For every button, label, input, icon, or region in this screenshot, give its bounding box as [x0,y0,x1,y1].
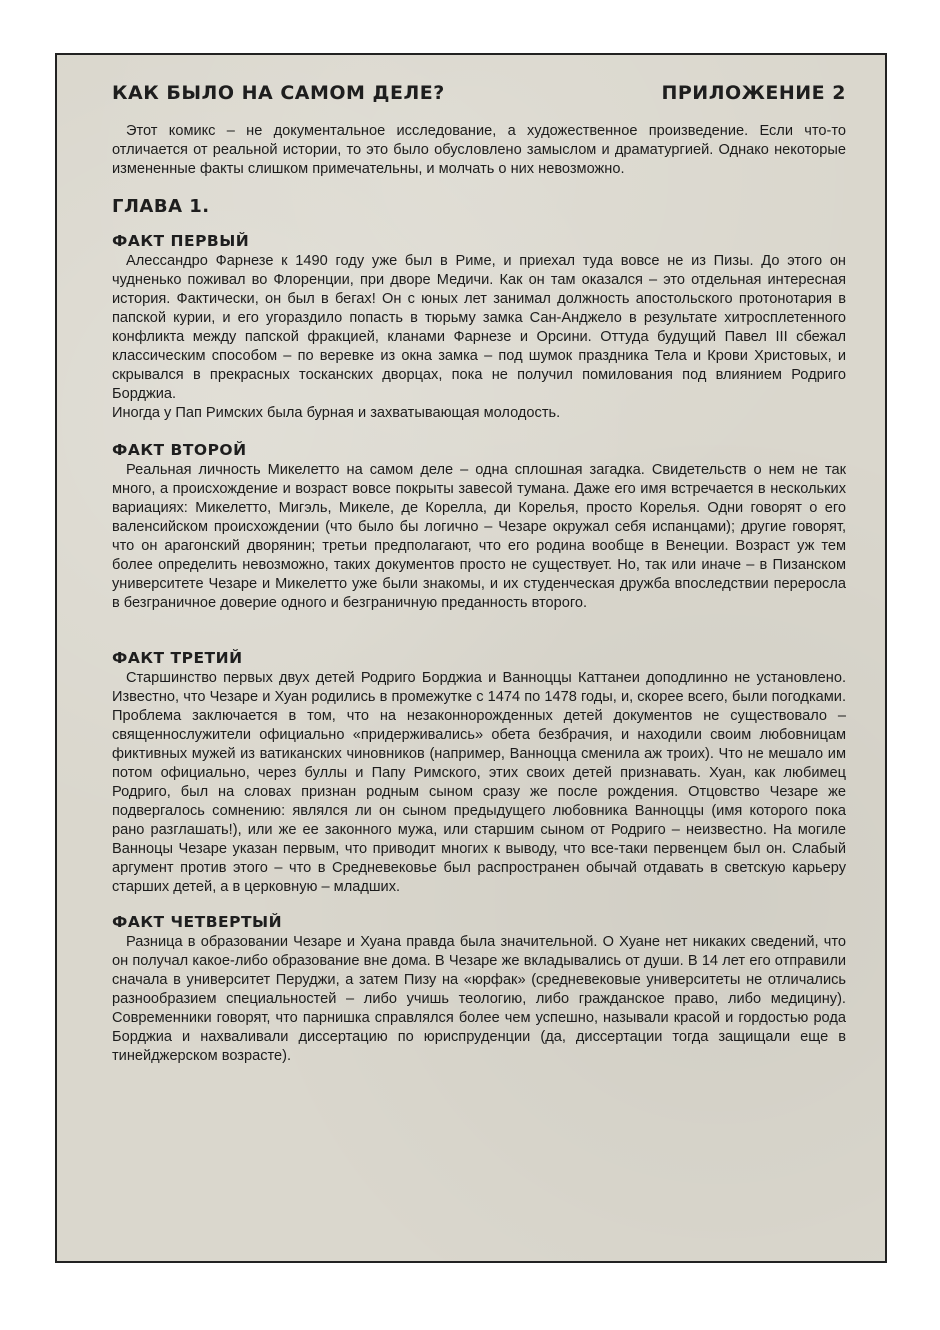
intro-paragraph: Этот комикс – не документальное исследование, а художественное произведение. Если что-то отличается от реальной истории, то это было обусловлено замыслом и драматургией. Однако некоторые измененные факты слишком примечательны, и молчать о них невозможно. [112,123,846,177]
fact-title: ФАКТ ВТОРОЙ [112,441,247,459]
fact-section-1 [112,232,846,423]
page-header [112,82,846,104]
fact-title: ФАКТ ТРЕТИЙ [112,649,243,667]
fact-section-3 [112,649,846,897]
fact-paragraph: Реальная личность Микелетто на самом деле – одна сплошная загадка. Свидетельств о нем не так много, а происхождение и возраст вовсе покрыты завесой тумана. Даже его имя встречается в нескольких вариациях: Микелетто, Мигэль, Микеле, де Корелла, ди Корелья, просто Корелья. Одни говорят о его валенсийском происхождении (что было бы логично – Чезаре окружал себя испанцами); другие говорят, что он арагонский дворянин; третьи предполагают, что его родина вообще в Венеции. Возраст уж тем более определить невозможно, таких документов просто не существует. Но, так или иначе – в Пизанском университете Чезаре и Микелетто уже были знакомы, и их студенческая дружба впоследствии переросла в безграничное доверие одного и безграничную преданность второго. [112,462,846,611]
fact-paragraph: Разница в образовании Чезаре и Хуана правда была значительной. О Хуане нет никаких сведений, что он получал какое-либо образование вне дома. В Чезаре же вкладывались от души. В 14 лет его отправили сначала в университет Перуджи, а затем Пизу на «юрфак» (средневековые университеты не отличались разнообразием специальностей – либо учишь теологию, либо гражданское право, либо медицину). Современники говорят, что парнишка справлялся более чем успешно, называли красой и гордостью рода Борджиа и нахваливали диссертацию по юриспруденции (да, диссертации тогда защищали еще в тинейджерском возрасте). [112,934,846,1064]
fact-section-2 [112,441,846,613]
fact-title: ФАКТ ПЕРВЫЙ [112,232,250,250]
fact-paragraph: Алессандро Фарнезе к 1490 году уже был в Риме, и приехал туда вовсе не из Пизы. До этого он чудненько поживал во Флоренции, при дворе Медичи. Как он там оказался – это отдельная интересная история. Фактически, он был в бегах! Он с юных лет занимал должность апостольского протонотария в папской курии, и его угораздило попасть в тюрьму замка Сан-Анджело в результате хитросплетенного конфликта между папской фракцией, кланами Фарнезе и Орсини. Оттуда будущий Павел III сбежал классическим способом – по веревке из окна замка – под шумок праздника Тела и Крови Христовых, и скрывался в прекрасных тосканских дворцах, пока не получил помилования под влиянием Родриго Борджиа. [112,253,846,402]
page-frame [55,53,887,1263]
chapter-title: ГЛАВА 1. [112,196,210,217]
fact-paragraph: Иногда у Пап Римских была бурная и захватывающая молодость. [112,405,561,421]
appendix-label: ПРИЛОЖЕНИЕ 2 [661,82,846,104]
document-title: КАК БЫЛО НА САМОМ ДЕЛЕ? [112,82,445,104]
fact-title: ФАКТ ЧЕТВЕРТЫЙ [112,913,283,931]
fact-section-4 [112,913,846,1066]
fact-paragraph: Старшинство первых двух детей Родриго Борджиа и Ванноццы Каттанеи доподлинно не установлено. Известно, что Чезаре и Хуан родились в промежутке с 1474 по 1478 годы, и, скорее всего, были погодками. Проблема заключается в том, что на незаконнорожденных детей документов не существовало – священнослужители официально «придерживались» обета безбрачия, и находили своим любовницам фиктивных мужей из ватиканских чиновников (например, Ванноцца сменила аж троих). Что не мешало им потом официально, через буллы и Папу Римского, этих своих детей признавать. Хуан, как любимец Родриго, был на словах признан родным сыном сразу же после рождения. Отцовство Чезаре же подвергалось сомнению: являлся ли он сыном предыдущего любовника Ванноццы (имя которого пока рано разглашать!), или же ее законного мужа, или старшим сыном от Родриго – неизвестно. На могиле Ванноцы Чезаре указан первым, что приводит многих к выводу, что все-таки первенцем был он. Слабый аргумент против этого – что в Средневековье был распространен обычай отдавать в светскую карьеру старших детей, а в церковную – младших. [112,670,846,895]
